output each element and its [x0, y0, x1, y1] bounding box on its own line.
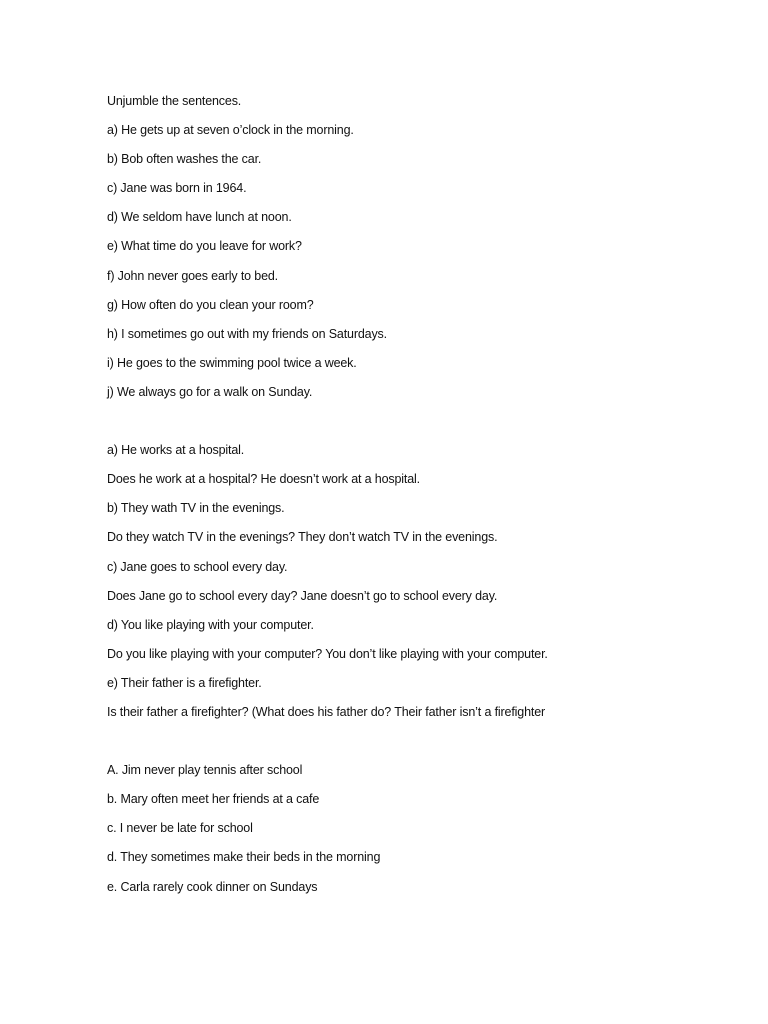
exercise-item: A. Jim never play tennis after school	[107, 763, 303, 778]
exercise-item: d. They sometimes make their beds in the morning	[107, 850, 381, 865]
statement-item: b) They wath TV in the evenings.	[107, 501, 285, 516]
section-spacer	[107, 410, 727, 439]
statement-item: c) Jane goes to school every day.	[107, 559, 288, 574]
sentence-item: e) What time do you leave for work?	[107, 239, 302, 254]
sentence-item: a) He gets up at seven o’clock in the morning.	[107, 123, 354, 138]
statement-item: a) He works at a hospital.	[107, 443, 245, 458]
answer-item: Do you like playing with your computer? You don’t like playing with your computer.	[107, 646, 548, 661]
sentence-item: g) How often do you clean your room?	[107, 297, 314, 312]
sentence-item: b) Bob often washes the car.	[107, 152, 262, 167]
answer-item: Is their father a firefighter? (What does his father do? Their father isn’t a firefighter	[107, 704, 546, 719]
statement-item: d) You like playing with your computer.	[107, 617, 314, 632]
statement-item: e) Their father is a firefighter.	[107, 675, 262, 690]
exercise-item: c. I never be late for school	[107, 821, 253, 836]
sentence-item: i) He goes to the swimming pool twice a week.	[107, 355, 357, 370]
answer-item: Does Jane go to school every day? Jane doesn’t go to school every day.	[107, 588, 498, 603]
exercise-item: e. Carla rarely cook dinner on Sundays	[107, 879, 318, 894]
answer-item: Do they watch TV in the evenings? They don’t watch TV in the evenings.	[107, 530, 498, 545]
document-body	[107, 90, 727, 905]
sentence-item: d) We seldom have lunch at noon.	[107, 210, 292, 225]
section-heading: Unjumble the sentences.	[107, 94, 242, 108]
sentence-item: h) I sometimes go out with my friends on Saturdays.	[107, 326, 387, 341]
sentence-item: f) John never goes early to bed.	[107, 268, 278, 283]
sentence-item: j) We always go for a walk on Sunday.	[107, 384, 313, 399]
exercise-item: b. Mary often meet her friends at a cafe	[107, 792, 320, 807]
section-spacer	[107, 730, 727, 759]
answer-item: Does he work at a hospital? He doesn’t work at a hospital.	[107, 472, 421, 487]
sentence-item: c) Jane was born in 1964.	[107, 181, 247, 196]
